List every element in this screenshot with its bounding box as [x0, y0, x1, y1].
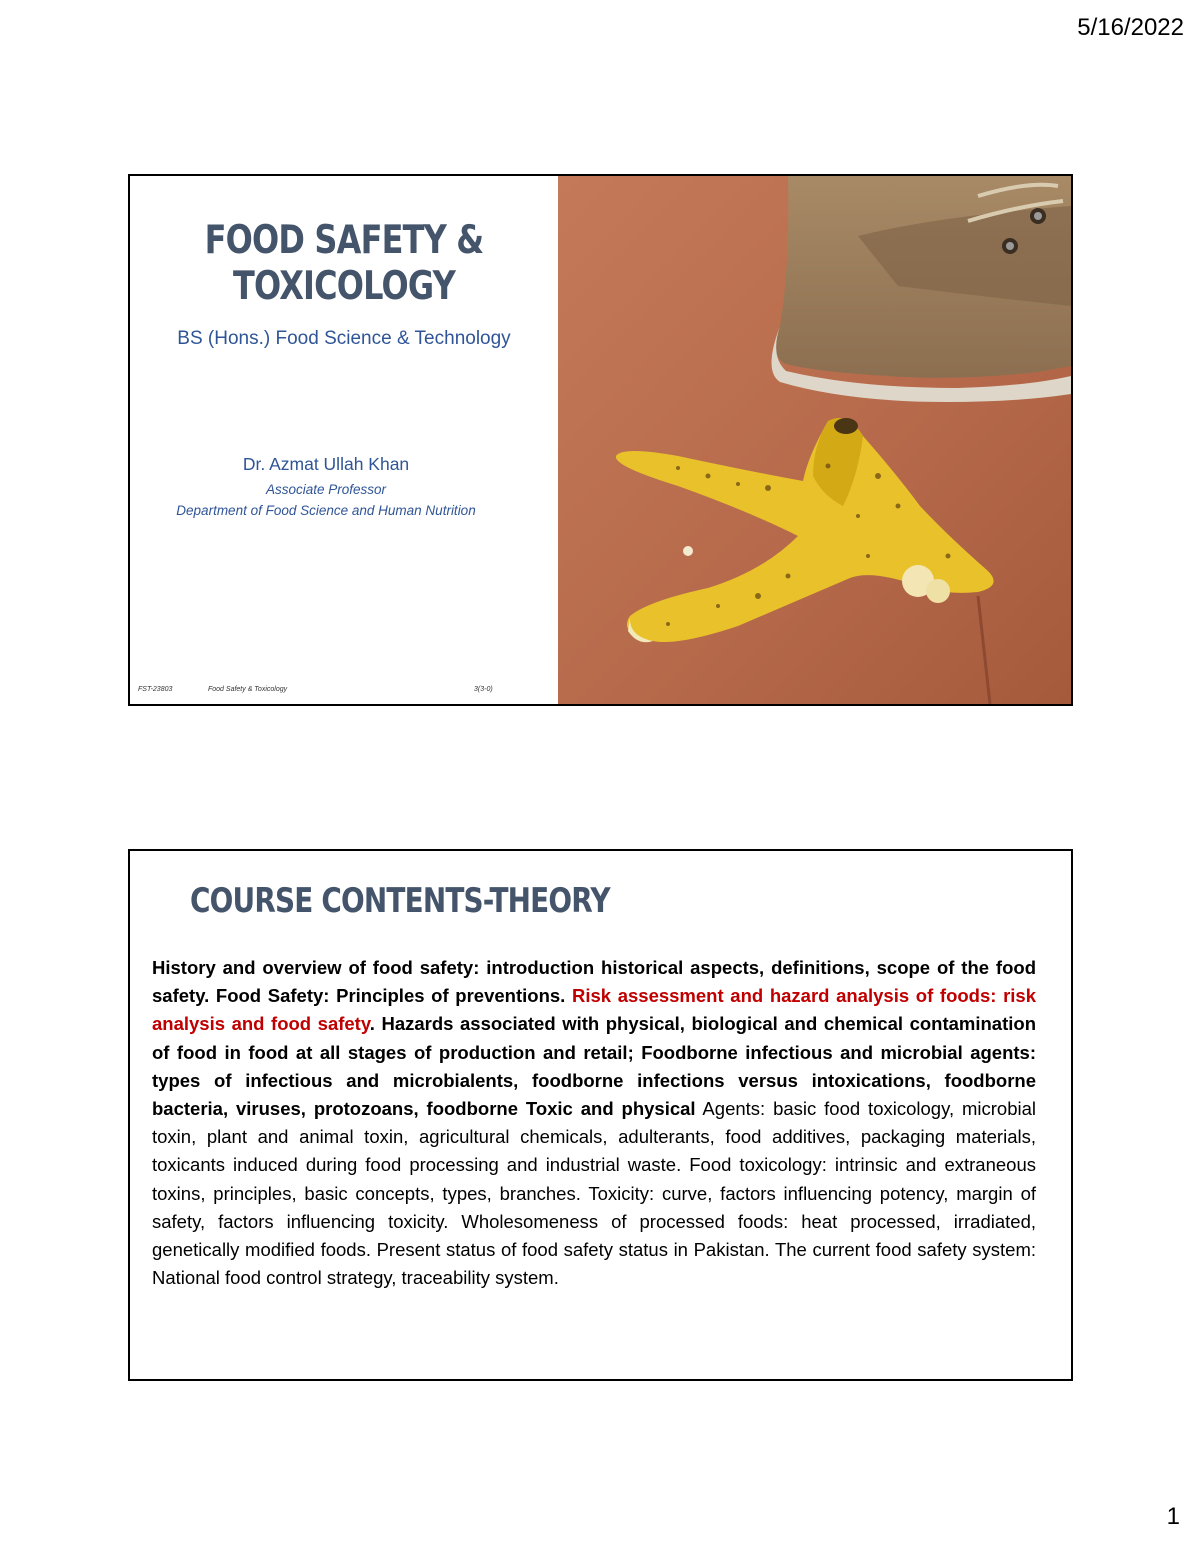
title-panel	[130, 176, 558, 704]
contents-part2: . Hazards associated with physical, biological and chemical contamination of food in food at all stages of production and retail; Foodborne infectious and microbial agents: types of infectious and microbialents, foodborne infections versus intoxications, foodborne bacteria, viruses, protozoans, foodborne Toxic and physical	[152, 1013, 1037, 1120]
contents-highlight: Risk assessment and hazard analysis of foods: risk analysis and food safety	[152, 985, 1037, 1035]
footer-course-name: Food Safety & Toxicology	[208, 686, 288, 693]
author-department: Department of Food Science and Human Nutrition	[176, 503, 476, 518]
program-subtitle: BS (Hons.) Food Science & Technology	[177, 328, 511, 349]
contents-part1: History and overview of food safety: introduction historical aspects, definitions, scope of the food safety. Food Safety: Principles of preventions.	[152, 957, 1036, 1007]
course-title-line1: FOOD SAFETY &	[204, 218, 484, 263]
author-name: Dr. Azmat Ullah Khan	[242, 454, 410, 474]
author-role: Associate Professor	[265, 482, 387, 497]
course-title-line2: TOXICOLOGY	[232, 264, 455, 309]
course-title	[169, 218, 520, 310]
slide-title: COURSE CONTENTS-THEORY	[190, 881, 610, 921]
footer-course-code: FST-23803	[138, 686, 173, 693]
footer-credit-hours: 3(3-0)	[474, 686, 493, 693]
contents-part3: Agents: basic food toxicology, microbial toxin, plant and animal toxin, agricultural chemicals, adulterants, food additives, packaging materials, toxicants induced during food processing and industrial waste. Food toxicology: intrinsic and extraneous toxins, principles, basic concepts, types, branches. Toxicity: curve, factors influencing potency, margin of safety, factors influencing toxicity. Wholesomeness of processed foods: heat processed, irradiated, genetically modified foods. Present status of food safety status in Pakistan. The current food safety system: National food control strategy, traceability system.	[152, 1098, 1036, 1289]
course-contents-text	[152, 954, 1036, 1292]
page-number: 1	[1166, 1503, 1180, 1530]
page-date: 5/16/2022	[1077, 14, 1184, 41]
course-contents-slide	[128, 849, 1073, 1381]
title-slide	[128, 174, 1073, 706]
shoe-stepping-on-banana-peel-icon	[558, 176, 1071, 704]
shoe-banana-photo	[558, 176, 1071, 704]
